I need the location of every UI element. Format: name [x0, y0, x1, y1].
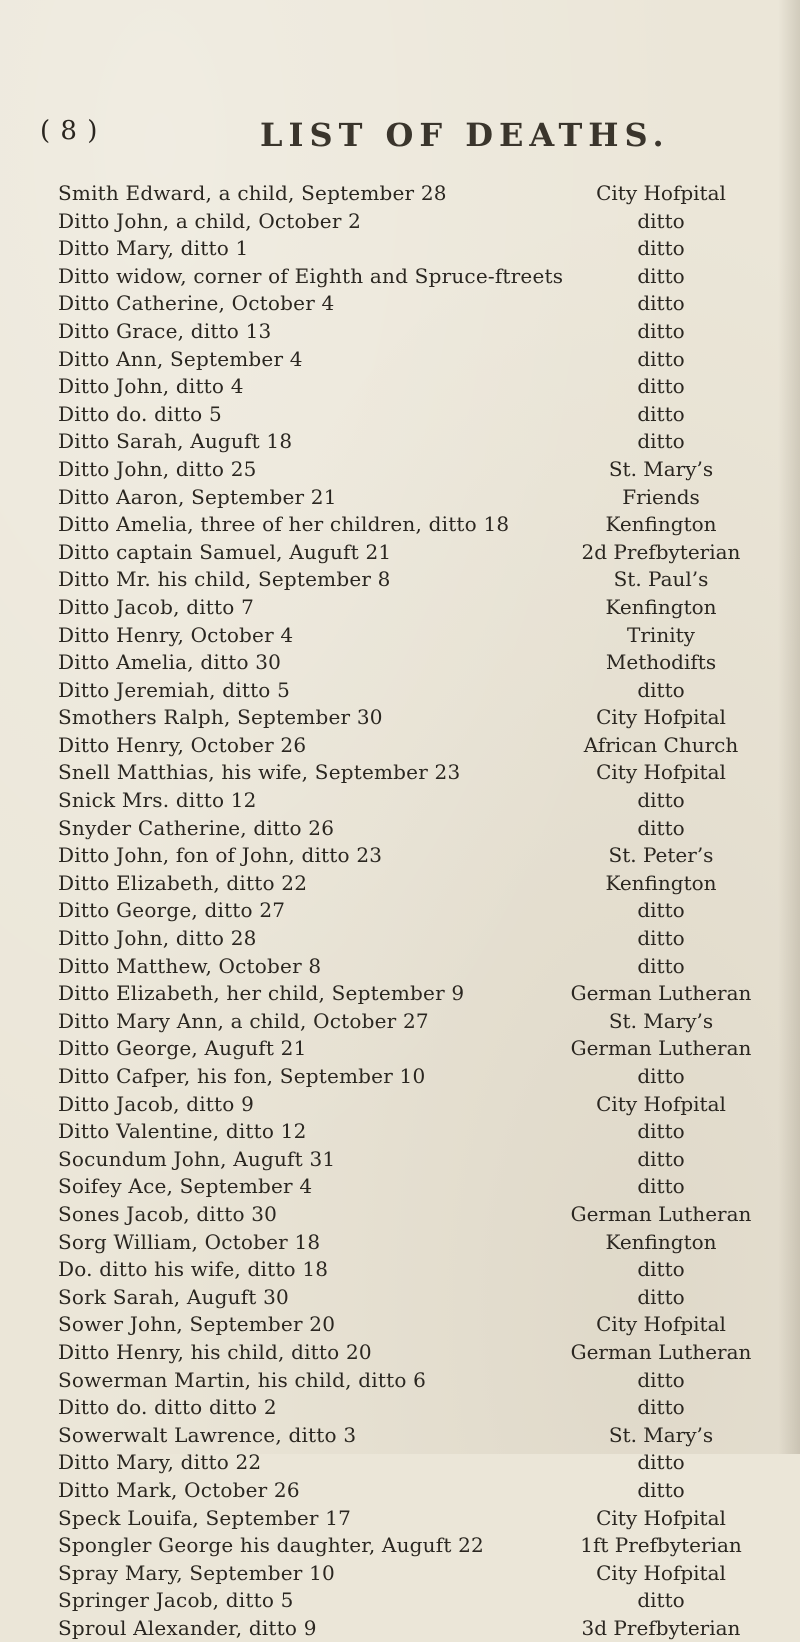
entry-name: Ditto Henry, his child, ditto 20 — [58, 1339, 372, 1364]
entry-burial-place: City Hofpital — [596, 181, 726, 205]
list-item — [58, 1615, 776, 1642]
entry-burial-place: St. Paul’s — [613, 567, 709, 592]
entry-burial-place: German Lutheran — [570, 1339, 752, 1364]
entry-name: Ditto Elizabeth, ditto 22 — [58, 870, 308, 895]
list-item — [58, 842, 776, 870]
list-item — [58, 953, 776, 981]
entry-name: Spray Mary, September 10 — [58, 1560, 335, 1585]
entry-name: Ditto Amelia, ditto 30 — [58, 650, 282, 675]
entry-name: Snell Matthias, his wife, September 23 — [58, 760, 461, 785]
list-item — [58, 401, 776, 429]
entry-name: Ditto Cafper, his fon, September 10 — [58, 1064, 426, 1088]
list-item — [58, 1449, 776, 1477]
list-item — [58, 1422, 776, 1450]
entry-name: Ditto Mark, October 26 — [58, 1477, 300, 1502]
entry-burial-place: German Lutheran — [570, 981, 752, 1006]
entry-burial-place: 2d Prefbyterian — [581, 539, 741, 564]
entry-burial-place: City Hofpital — [596, 1560, 726, 1585]
list-item — [58, 1173, 776, 1201]
entry-burial-place: ditto — [637, 1257, 685, 1282]
page-number: ( 8 ) — [40, 116, 99, 146]
list-item — [58, 1256, 776, 1284]
entry-burial-place: ditto — [637, 291, 685, 316]
entry-name: Ditto Henry, October 4 — [58, 622, 294, 647]
list-item — [58, 622, 776, 650]
list-item — [58, 290, 776, 318]
entry-name: Ditto Aaron, September 21 — [58, 484, 337, 509]
entry-name: Socundum John, Auguft 31 — [58, 1146, 336, 1171]
entry-name: Ditto Sarah, Auguft 18 — [58, 429, 293, 454]
entry-burial-place: German Lutheran — [570, 1201, 752, 1226]
entry-burial-place: ditto — [637, 1367, 685, 1392]
entry-name: Ditto do. ditto ditto 2 — [58, 1395, 277, 1420]
entry-burial-place: ditto — [637, 208, 685, 233]
entry-burial-place: City Hofpital — [596, 1091, 726, 1116]
list-item — [58, 1560, 776, 1588]
entry-burial-place: ditto — [637, 1119, 685, 1144]
entry-name: Ditto Jeremiah, ditto 5 — [58, 677, 291, 702]
entry-burial-place: Friends — [622, 484, 700, 509]
entry-name: Ditto Grace, ditto 13 — [58, 318, 272, 343]
entry-name: Snyder Catherine, ditto 26 — [58, 815, 335, 840]
entry-name: Ditto Ann, September 4 — [58, 346, 303, 371]
list-item — [58, 594, 776, 622]
entry-burial-place: ditto — [637, 1284, 685, 1309]
list-item — [58, 511, 776, 539]
entry-burial-place: ditto — [637, 429, 685, 454]
list-item — [58, 208, 776, 236]
entry-name: Ditto Jacob, ditto 9 — [58, 1091, 255, 1116]
list-item — [58, 815, 776, 843]
list-item — [58, 1367, 776, 1395]
entry-burial-place: ditto — [637, 318, 685, 343]
entry-name: Sones Jacob, ditto 30 — [58, 1201, 278, 1226]
entry-burial-place: ditto — [637, 1477, 685, 1502]
list-item — [58, 1008, 776, 1036]
list-item — [58, 373, 776, 401]
list-item — [58, 1532, 776, 1560]
entry-burial-place: City Hofpital — [596, 1312, 726, 1337]
list-item — [58, 787, 776, 815]
list-item — [58, 759, 776, 787]
entry-burial-place: ditto — [637, 374, 685, 399]
entry-name: Ditto John, ditto 4 — [58, 374, 244, 399]
entry-burial-place: ditto — [637, 926, 685, 951]
entry-name: Smith Edward, a child, September 28 — [58, 181, 447, 205]
entry-burial-place: City Hofpital — [596, 705, 726, 730]
list-item — [58, 980, 776, 1008]
entry-name: Sowerwalt Lawrence, ditto 3 — [58, 1422, 357, 1447]
entry-burial-place: ditto — [637, 263, 685, 288]
entry-burial-place: Trinity — [627, 622, 695, 647]
entry-burial-place: ditto — [637, 677, 685, 702]
entry-name: Soifey Ace, September 4 — [58, 1174, 313, 1199]
entry-name: Ditto George, Auguft 21 — [58, 1036, 307, 1061]
entry-burial-place: City Hofpital — [596, 760, 726, 785]
entry-name: Snick Mrs. ditto 12 — [58, 788, 257, 813]
entry-burial-place: Kenfington — [605, 512, 717, 537]
list-item — [58, 1284, 776, 1312]
list-item — [58, 539, 776, 567]
entry-name: Sproul Alexander, ditto 9 — [58, 1615, 317, 1640]
entry-burial-place: German Lutheran — [570, 1036, 752, 1061]
entry-name: Ditto Matthew, October 8 — [58, 953, 322, 978]
entry-name: Sork Sarah, Auguft 30 — [58, 1284, 289, 1309]
page-edge-shadow — [778, 0, 800, 1454]
entry-burial-place: ditto — [637, 815, 685, 840]
list-item — [58, 235, 776, 263]
deaths-list — [58, 180, 776, 1642]
entry-name: Speck Louifa, September 17 — [58, 1505, 352, 1530]
list-item — [58, 566, 776, 594]
entry-name: Spongler George his daughter, Auguft 22 — [58, 1533, 484, 1558]
list-item — [58, 897, 776, 925]
entry-burial-place: Methodifts — [605, 650, 717, 675]
list-item — [58, 1505, 776, 1533]
entry-burial-place: ditto — [637, 1395, 685, 1420]
entry-burial-place: Kenfington — [605, 1229, 717, 1254]
entry-burial-place: St. Mary’s — [608, 456, 714, 481]
list-item — [58, 1311, 776, 1339]
list-item — [58, 1063, 776, 1091]
entry-burial-place: 1ft Prefbyterian — [580, 1533, 742, 1558]
list-item — [58, 180, 776, 208]
entry-name: Springer Jacob, ditto 5 — [58, 1588, 294, 1613]
entry-name: Ditto Jacob, ditto 7 — [58, 594, 255, 619]
entry-burial-place: St. Mary’s — [608, 1008, 714, 1033]
list-item — [58, 1035, 776, 1063]
list-item — [58, 704, 776, 732]
entry-name: Ditto captain Samuel, Auguft 21 — [58, 539, 392, 564]
entry-burial-place: ditto — [637, 346, 685, 371]
list-item — [58, 1587, 776, 1615]
entry-name: Smothers Ralph, September 30 — [58, 705, 383, 730]
entry-name: Ditto John, fon of John, ditto 23 — [58, 843, 383, 868]
list-item — [58, 1118, 776, 1146]
list-item — [58, 1201, 776, 1229]
entry-name: Ditto Mary Ann, a child, October 27 — [58, 1008, 429, 1033]
list-item — [58, 1394, 776, 1422]
entry-burial-place: ditto — [637, 953, 685, 978]
list-item — [58, 1339, 776, 1367]
entry-name: Ditto Mr. his child, September 8 — [58, 567, 391, 592]
entry-burial-place: ditto — [637, 898, 685, 923]
entry-burial-place: African Church — [583, 732, 739, 757]
page-header — [40, 116, 760, 156]
entry-burial-place: St. Peter’s — [608, 843, 714, 868]
list-item — [58, 428, 776, 456]
entry-burial-place: ditto — [637, 788, 685, 813]
entry-name: Ditto Henry, October 26 — [58, 732, 307, 757]
entry-burial-place: St. Mary’s — [608, 1422, 714, 1447]
entry-burial-place: ditto — [637, 401, 685, 426]
entry-burial-place: ditto — [637, 1588, 685, 1613]
entry-burial-place: 3d Prefbyterian — [581, 1615, 741, 1640]
entry-burial-place: ditto — [637, 1064, 685, 1088]
entry-burial-place: ditto — [637, 1450, 685, 1475]
entry-burial-place: ditto — [637, 1174, 685, 1199]
entry-burial-place: City Hofpital — [596, 1505, 726, 1530]
entry-name: Ditto Mary, ditto 22 — [58, 1450, 262, 1475]
entry-name: Ditto do. ditto 5 — [58, 401, 222, 426]
entry-name: Do. ditto his wife, ditto 18 — [58, 1257, 329, 1282]
entry-name: Ditto Mary, ditto 1 — [58, 236, 249, 261]
list-item — [58, 649, 776, 677]
list-item — [58, 732, 776, 760]
entry-burial-place: Kenfington — [605, 870, 717, 895]
list-item — [58, 484, 776, 512]
list-item — [58, 456, 776, 484]
entry-name: Ditto Valentine, ditto 12 — [58, 1119, 307, 1144]
entry-name: Ditto Amelia, three of her children, ditto 18 — [58, 512, 510, 537]
entry-burial-place: Kenfington — [605, 594, 717, 619]
entry-name: Ditto Elizabeth, her child, September 9 — [58, 981, 465, 1006]
entry-name: Sower John, September 20 — [58, 1312, 336, 1337]
list-item — [58, 1091, 776, 1119]
list-item — [58, 318, 776, 346]
entry-name: Ditto John, ditto 25 — [58, 456, 257, 481]
entry-name: Sorg William, October 18 — [58, 1229, 321, 1254]
list-item — [58, 1146, 776, 1174]
list-item — [58, 677, 776, 705]
list-item — [58, 1477, 776, 1505]
entry-name: Ditto John, a child, October 2 — [58, 208, 362, 233]
entry-burial-place: ditto — [637, 1146, 685, 1171]
entry-name: Ditto George, ditto 27 — [58, 898, 286, 923]
entry-name: Ditto John, ditto 28 — [58, 926, 257, 951]
page-title: LIST OF DEATHS. — [260, 116, 670, 154]
entry-name: Ditto Catherine, October 4 — [58, 291, 335, 316]
entry-name: Ditto widow, corner of Eighth and Spruce-ftreets — [58, 263, 564, 288]
list-item — [58, 263, 776, 291]
list-item — [58, 1229, 776, 1257]
list-item — [58, 870, 776, 898]
list-item — [58, 346, 776, 374]
list-item — [58, 925, 776, 953]
entry-name: Sowerman Martin, his child, ditto 6 — [58, 1367, 427, 1392]
entry-burial-place: ditto — [637, 236, 685, 261]
